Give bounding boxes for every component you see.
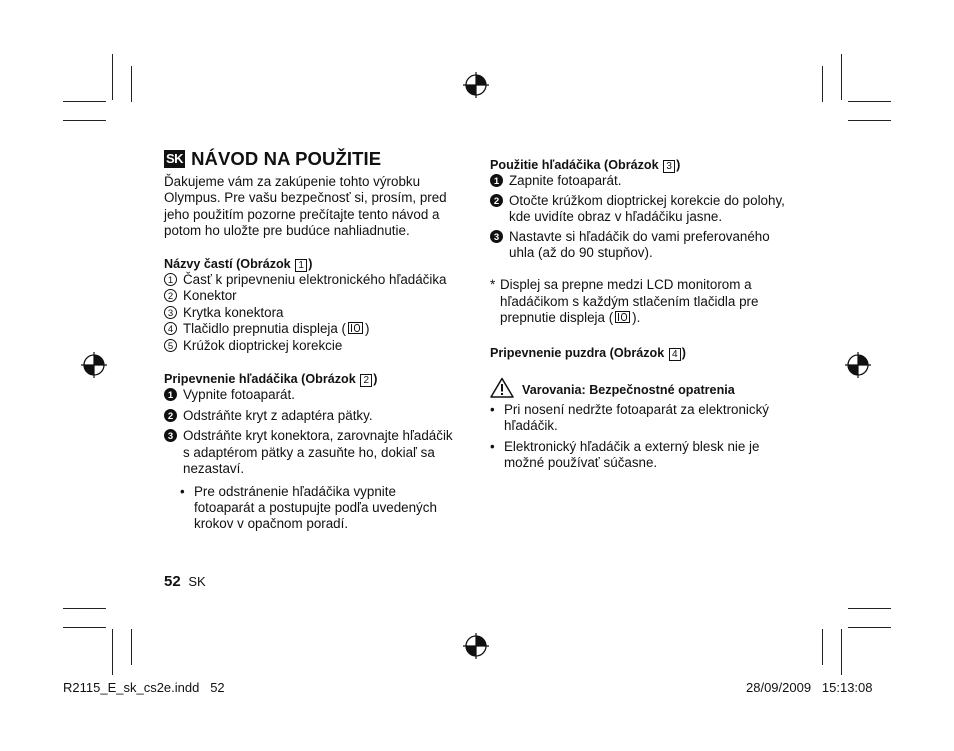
warnings-heading-row [490,377,790,398]
warning-triangle-icon [490,377,514,398]
warnings-heading: Varovania: Bezpečnostné opatrenia [522,382,735,397]
figure-number: 3 [663,160,675,173]
note-item: * Displej sa prepne medzi LCD monitorom a hľadáčikom s každým stlačením tlačidla pre prepnutie displeja ( ). [490,277,759,326]
number-circle-icon: 5 [164,339,177,352]
bullet-icon: • [490,438,495,454]
step-number-icon: 1 [164,388,177,401]
step-number-icon: 3 [164,429,177,442]
right-column [490,157,790,472]
page-number-row [164,573,206,590]
part-item: 4 Tlačidlo prepnutia displeja ( ) [164,321,464,337]
intro-paragraph: Ďakujeme vám za zakúpenie tohto výrobku Olympus. Pre vašu bezpečnosť si, prosím, pred jeho použitím pozorne prečítajte tento návod a potom ho uložte pre budúce nahliadnutie. [164,174,447,239]
number-circle-icon: 1 [164,273,177,286]
figure-number: 2 [360,374,372,387]
part-item: 1 Časť k pripevneniu elektronického hľadáčika [164,272,464,288]
footer-timestamp: 28/09/2009 15:13:08 [746,680,873,695]
warning-item: • Pri nosení nedržte fotoaparát za elektronický hľadáčik. [490,402,769,434]
registration-mark-icon [81,352,107,378]
display-switch-icon [348,322,363,334]
asterisk-icon: * [490,277,496,293]
step-number-icon: 3 [490,230,503,243]
left-column [164,148,464,533]
page-number: 52 [164,573,181,590]
footer-file-info: R2115_E_sk_cs2e.indd 52 [63,680,225,695]
part-item: 5 Krúžok dioptrickej korekcie [164,338,464,354]
step-item: 2 Otočte krúžkom dioptrickej korekcie do polohy, kde uvidíte obraz v hľadáčiku jasne. [490,193,790,226]
page-title: NÁVOD NA POUŽITIE [191,148,382,169]
step-item: 1 Zapnite fotoaparát. [490,173,790,189]
part-item: 3 Krytka konektora [164,305,464,321]
attach-heading: Pripevnenie hľadáčika (Obrázok 2 ) [164,372,378,387]
use-heading: Použitie hľadáčika (Obrázok 3 ) [490,158,681,172]
bullet-icon: • [490,402,495,418]
note-item: • Pre odstránenie hľadáčika vypnite fotoaparát a postupujte podľa uvedených krokov v opačnom poradí. [180,483,437,532]
figure-number: 4 [669,348,681,361]
figure-number: 1 [295,259,307,272]
registration-mark-icon [845,352,871,378]
warning-item: • Elektronický hľadáčik a externý blesk nie je možné používať súčasne. [490,438,760,471]
part-item: 2 Konektor [164,288,464,304]
page-language: SK [188,574,206,589]
step-number-icon: 2 [164,409,177,422]
title-row [164,148,464,170]
number-circle-icon: 4 [164,322,177,335]
display-switch-icon [615,311,630,323]
language-badge: SK [166,151,184,166]
number-circle-icon: 3 [164,306,177,319]
step-item: 2 Odstráňte kryt z adaptéra pätky. [164,408,464,424]
number-circle-icon: 2 [164,289,177,302]
parts-heading: Názvy častí (Obrázok 1 ) [164,256,313,271]
step-number-icon: 1 [490,174,503,187]
registration-mark-icon [463,72,489,98]
registration-mark-icon [463,633,489,659]
step-item: 3 Nastavte si hľadáčik do vami preferovaného uhla (až do 90 stupňov). [490,229,790,262]
step-item: 3 Odstráňte kryt konektora, zarovnajte hľadáčik s adaptérom pätky a zasuňte ho, dokiaľ sa nezastaví. [164,428,464,477]
step-item: 1 Vypnite fotoaparát. [164,387,464,403]
bullet-icon: • [180,483,185,499]
step-number-icon: 2 [490,194,503,207]
case-heading: Pripevnenie puzdra (Obrázok 4 ) [490,345,686,360]
